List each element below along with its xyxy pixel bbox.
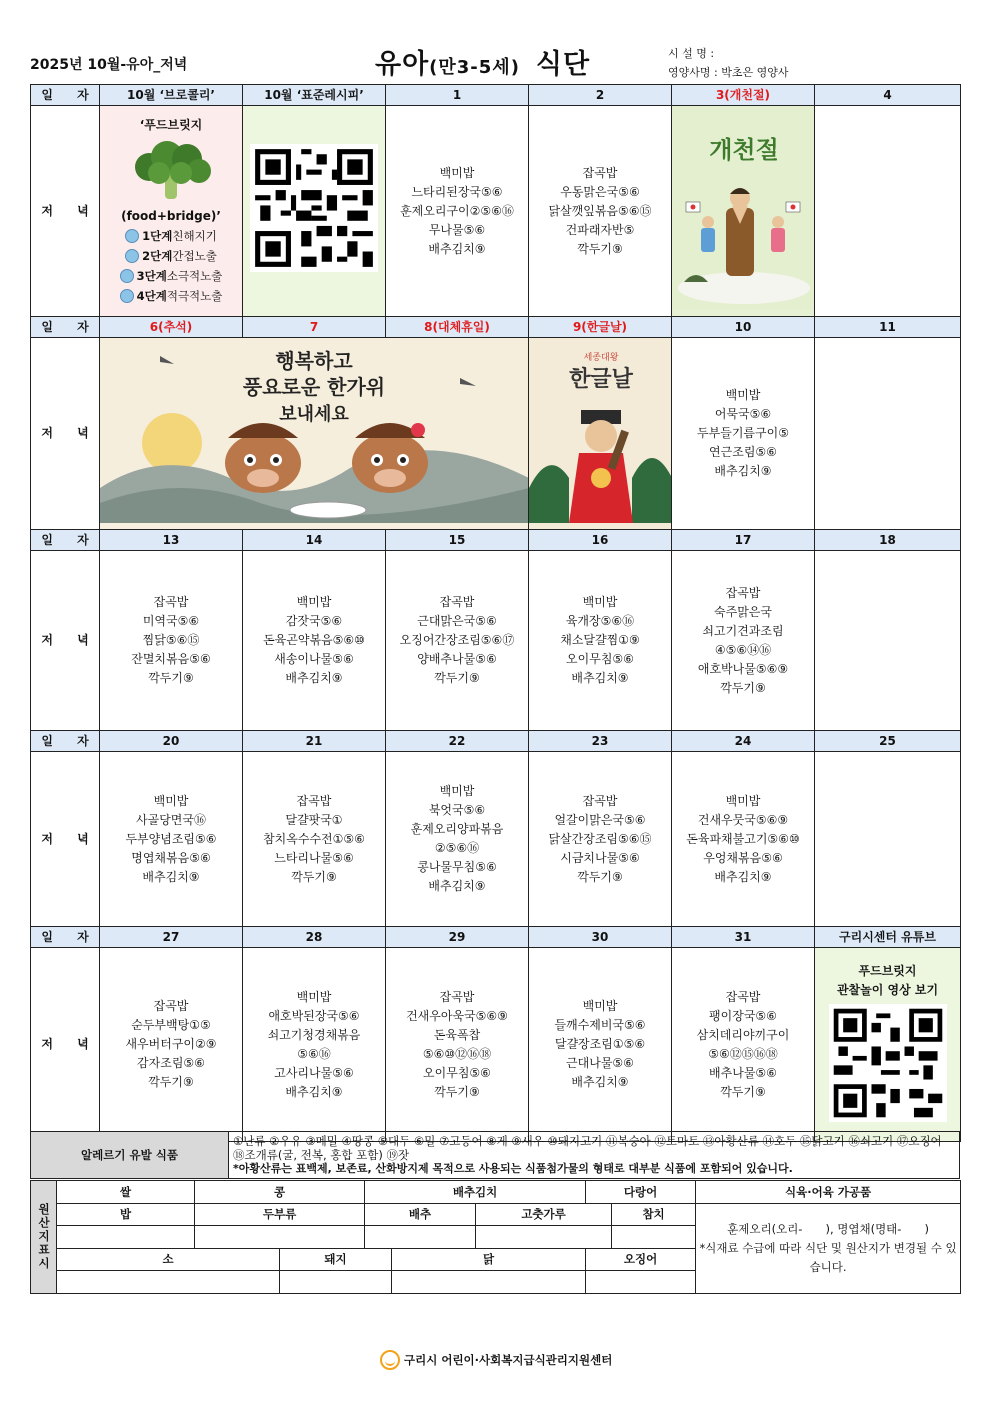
menu-item: 배추김치⑨ <box>714 869 772 884</box>
rainbow-icon <box>120 289 134 303</box>
menu-item: ⑤⑥⑯ <box>297 1046 331 1061</box>
day-header: 31 <box>672 927 815 948</box>
menu-item: 백미밥 <box>439 784 475 798</box>
rainbow-icon <box>125 229 139 243</box>
origin-notice: *식재료 수급에 따라 식단 및 원산지가 변경될 수 있습니다. <box>699 1240 957 1274</box>
allergy-label: 알레르기 유발 식품 <box>31 1132 229 1179</box>
menu-cell <box>672 948 815 1142</box>
day-label: 일 자 <box>31 530 100 551</box>
menu-cell <box>100 948 243 1142</box>
allergy-table <box>30 1131 960 1179</box>
origin-table <box>30 1180 961 1294</box>
menu-item: 닭살간장조림⑤⑥⑮ <box>548 831 652 846</box>
menu-item: 백미밥 <box>582 595 618 609</box>
menu-row <box>31 106 961 317</box>
origin-value <box>586 1271 696 1294</box>
processed-info <box>696 1203 961 1293</box>
day-header: 2 <box>529 85 672 106</box>
menu-item: 찜닭⑤⑥⑮ <box>142 633 200 647</box>
menu-item: 배추김치⑨ <box>285 671 343 685</box>
rainbow-icon <box>120 269 134 283</box>
menu-item: ②⑤⑥⑯ <box>434 841 480 855</box>
origin-value <box>195 1226 365 1249</box>
menu-item: ⑤⑥⑫⑮⑯⑱ <box>708 1046 778 1061</box>
menu-item: 두부양념조림⑤⑥ <box>125 831 217 846</box>
dinner-label: 저 녁 <box>31 752 100 927</box>
menu-cell <box>386 106 529 317</box>
menu-cell <box>529 948 672 1142</box>
menu-item: 깍두기⑨ <box>720 680 766 695</box>
origin-value <box>365 1226 476 1249</box>
menu-item: 고사리나물⑤⑥ <box>274 1065 354 1080</box>
day-header: 7 <box>243 317 386 338</box>
day-header: 1 <box>386 85 529 106</box>
food-bridge-step: 4단계 적극적노출 <box>100 286 242 306</box>
menu-item: 백미밥 <box>439 165 475 180</box>
origin-value <box>612 1226 696 1249</box>
day-header: 8(대체휴일) <box>386 317 529 338</box>
menu-cell <box>529 752 672 927</box>
menu-item: 참치옥수수전①⑤⑥ <box>263 831 365 846</box>
menu-item: 달걀장조림①⑤⑥ <box>554 1037 646 1051</box>
menu-cell <box>386 948 529 1142</box>
menu-item: 팽이장국⑤⑥ <box>709 1008 777 1023</box>
menu-item: 건파래자반⑤ <box>565 222 635 237</box>
menu-item: 깍두기⑨ <box>291 869 337 884</box>
origin-value <box>476 1226 612 1249</box>
menu-cell <box>243 752 386 927</box>
recipe-qr-cell[interactable] <box>243 106 386 317</box>
allergy-items: ①난류 ②우유 ③메밀 ④땅콩 ⑤대두 ⑥밀 ⑦고등어 ⑧게 ⑨새우 ⑩돼지고기 ⑪복숭아 ⑫토마토 ⑬아황산류 ⑭호두 ⑮닭고기 ⑯쇠고기 ⑰오징어 ⑱조개류(굴, 전복, 홍합 포함) ⑲잣 <box>233 1134 942 1162</box>
menu-item: 새송이나물⑤⑥ <box>274 652 354 666</box>
title-main: 유아 <box>375 49 430 80</box>
day-header: 30 <box>529 927 672 948</box>
menu-item: 백미밥 <box>582 999 618 1013</box>
day-header: 15 <box>386 530 529 551</box>
menu-cell-empty <box>815 551 961 731</box>
menu-cell <box>243 948 386 1142</box>
menu-cell <box>386 551 529 731</box>
menu-item: 건새우뭇국⑤⑥⑨ <box>697 812 789 827</box>
menu-item: 깍두기⑨ <box>434 671 480 685</box>
day-label: 일 자 <box>31 731 100 752</box>
rainbow-icon <box>125 249 139 263</box>
facility-info <box>668 44 788 82</box>
menu-item: 북엇국⑤⑥ <box>428 803 486 817</box>
dinner-label: 저 녁 <box>31 338 100 530</box>
food-bridge-step: 2단계 간접노출 <box>100 246 242 266</box>
menu-cell <box>386 752 529 927</box>
footer <box>380 1350 612 1370</box>
menu-item: 미역국⑤⑥ <box>142 614 200 628</box>
menu-item: 두부들기름구이⑤ <box>697 426 789 440</box>
menu-item: 근대맑은국⑤⑥ <box>417 614 497 628</box>
dinner-label: 저 녁 <box>31 551 100 731</box>
origin-header: 콩 <box>195 1181 365 1204</box>
menu-item: 배추나물⑤⑥ <box>709 1065 777 1080</box>
origin-value <box>280 1271 392 1294</box>
day-label: 일 자 <box>31 927 100 948</box>
day-header: 10월 ‘표준레시피’ <box>243 85 386 106</box>
day-header: 28 <box>243 927 386 948</box>
origin-header: 참치 <box>612 1203 696 1226</box>
menu-item: 잡곡밥 <box>153 999 189 1013</box>
origin-value <box>57 1271 280 1294</box>
food-bridge-subtitle: (food+bridge)’ <box>121 209 221 223</box>
day-header: 27 <box>100 927 243 948</box>
menu-item: 잡곡밥 <box>582 165 618 180</box>
day-header: 24 <box>672 731 815 752</box>
processed-header: 식육·어육 가공품 <box>696 1181 961 1204</box>
menu-item: 백미밥 <box>296 595 332 609</box>
menu-item: 잡곡밥 <box>439 989 475 1004</box>
broccoli-image <box>123 139 219 201</box>
menu-item: 배추김치⑨ <box>714 464 772 478</box>
day-header: 14 <box>243 530 386 551</box>
menu-cell <box>529 551 672 731</box>
menu-item: 사골당면국⑯ <box>136 812 206 827</box>
menu-item: ⑤⑥⑩⑫⑯⑱ <box>422 1046 492 1061</box>
hangul-day-image <box>529 338 672 530</box>
menu-item: 깍두기⑨ <box>577 241 623 256</box>
menu-row <box>31 948 961 1142</box>
food-bridge-step: 3단계 소극적노출 <box>100 266 242 286</box>
food-bridge-step: 1단계 친해지기 <box>100 226 242 246</box>
origin-header: 쌀 <box>57 1181 195 1204</box>
qr-code-icon[interactable] <box>829 1004 947 1122</box>
title-sub: (만3-5세) <box>429 57 520 78</box>
processed-line: 훈제오리(오리- ), 명엽채(명태- ) <box>727 1221 929 1236</box>
day-header: 20 <box>100 731 243 752</box>
day-header: 23 <box>529 731 672 752</box>
menu-row <box>31 338 961 530</box>
menu-item: 순두부백탕①⑤ <box>131 1018 211 1032</box>
day-row <box>31 927 961 948</box>
dinner-label: 저 녁 <box>31 106 100 317</box>
menu-item: 잡곡밥 <box>725 989 761 1004</box>
dietitian-label: 영양사명 : 박초은 영양사 <box>668 66 789 79</box>
menu-item: 쇠고기견과조림 <box>702 623 784 638</box>
menu-item: 백미밥 <box>725 793 761 808</box>
menu-item: 채소달걀찜①⑨ <box>560 633 640 647</box>
menu-cell-empty <box>815 106 961 317</box>
menu-item: ④⑤⑥⑭⑯ <box>714 642 772 657</box>
menu-item: 애호박나물⑤⑥⑨ <box>697 661 789 676</box>
menu-item: 감자조림⑤⑥ <box>137 1056 205 1070</box>
day-header: 9(한글날) <box>529 317 672 338</box>
day-row <box>31 317 961 338</box>
menu-item: 잡곡밥 <box>439 595 475 609</box>
day-header: 10월 ‘브로콜리’ <box>100 85 243 106</box>
menu-item: 배추김치⑨ <box>428 879 486 893</box>
svg-text:행복하고: 행복하고 <box>275 349 353 373</box>
day-row <box>31 530 961 551</box>
menu-item: 훈제오리양파볶음 <box>410 822 504 836</box>
menu-cell-empty <box>815 752 961 927</box>
menu-item: 백미밥 <box>725 388 761 402</box>
svg-text:한글날: 한글날 <box>569 367 633 392</box>
day-header: 17 <box>672 530 815 551</box>
menu-cell <box>672 551 815 731</box>
day-header: 18 <box>815 530 961 551</box>
menu-item: 오이무침⑤⑥ <box>566 652 634 666</box>
menu-item: 깍두기⑨ <box>434 1084 480 1099</box>
menu-item: 배추김치⑨ <box>285 1084 343 1099</box>
menu-item: 깍두기⑨ <box>720 1084 766 1099</box>
allergy-list <box>229 1132 960 1179</box>
day-label: 일 자 <box>31 85 100 106</box>
doc-label: 2025년 10월-유아_저녁 <box>30 57 188 73</box>
menu-item: 육개장⑤⑥⑯ <box>565 614 635 628</box>
menu-item: 깍두기⑨ <box>148 671 194 685</box>
menu-item: 잡곡밥 <box>296 793 332 808</box>
day-header: 22 <box>386 731 529 752</box>
day-header: 25 <box>815 731 961 752</box>
menu-item: 연근조림⑤⑥ <box>709 445 777 459</box>
menu-item: 감잣국⑤⑥ <box>285 614 343 628</box>
page-header <box>30 40 960 84</box>
menu-item: 배추김치⑨ <box>142 869 200 884</box>
origin-value <box>57 1226 195 1249</box>
svg-text:풍요로운 한가위: 풍요로운 한가위 <box>242 375 386 399</box>
menu-cell <box>100 551 243 731</box>
origin-header: 두부류 <box>195 1203 365 1226</box>
menu-item: 백미밥 <box>153 793 189 808</box>
svg-text:개천절: 개천절 <box>709 136 779 164</box>
origin-header: 다랑어 <box>586 1181 696 1204</box>
origin-header: 밥 <box>57 1203 195 1226</box>
day-header: 구리시센터 유튜브 <box>815 927 961 948</box>
food-bridge-title: ‘푸드브릿지 <box>139 118 203 132</box>
menu-item: 배추김치⑨ <box>428 241 486 256</box>
origin-header: 고춧가루 <box>476 1203 612 1226</box>
menu-item: 새우버터구이②⑨ <box>125 1037 217 1051</box>
day-header: 11 <box>815 317 961 338</box>
day-header: 6(추석) <box>100 317 243 338</box>
allergy-note: *아황산류는 표백제, 보존료, 산화방지제 목적으로 사용되는 식품첨가물의 형태로 대부분 식품에 포함되어 있습니다. <box>233 1162 793 1175</box>
origin-header: 오징어 <box>586 1248 696 1271</box>
menu-item: 명엽채볶음⑤⑥ <box>131 850 211 865</box>
youtube-cell[interactable] <box>815 948 961 1142</box>
menu-cell <box>243 551 386 731</box>
menu-item: 깍두기⑨ <box>577 869 623 884</box>
menu-item: 깍두기⑨ <box>148 1075 194 1089</box>
day-row <box>31 731 961 752</box>
day-header: 21 <box>243 731 386 752</box>
origin-header: 소 <box>57 1248 280 1271</box>
menu-item: 우동맑은국⑤⑥ <box>560 184 640 199</box>
menu-item: 돈육파채불고기⑤⑥⑩ <box>686 831 800 846</box>
day-header: 16 <box>529 530 672 551</box>
day-row <box>31 85 961 106</box>
qr-code-icon[interactable] <box>250 144 378 272</box>
menu-item: 어묵국⑤⑥ <box>714 407 772 421</box>
menu-item: 시금치나물⑤⑥ <box>560 850 640 865</box>
menu-item: 잡곡밥 <box>725 585 761 600</box>
menu-item: 숙주맑은국 <box>714 604 772 619</box>
facility-label: 시 설 명 : <box>668 47 715 60</box>
title-end: 식단 <box>535 49 591 80</box>
menu-item: 애호박된장국⑤⑥ <box>268 1008 360 1023</box>
menu-item: 배추김치⑨ <box>571 671 629 685</box>
menu-item: 느타리나물⑤⑥ <box>274 850 354 865</box>
menu-item: 오징어간장조림⑤⑥⑰ <box>399 633 515 647</box>
youtube-line1: 푸드브릿지 <box>858 963 917 978</box>
menu-item: 양배추나물⑤⑥ <box>417 652 497 666</box>
menu-item: 닭살깻잎볶음⑤⑥⑮ <box>548 203 652 218</box>
origin-header: 닭 <box>392 1248 586 1271</box>
menu-item: 느타리된장국⑤⑥ <box>411 184 503 199</box>
dinner-label: 저 녁 <box>31 948 100 1142</box>
gaecheonjeol-image <box>672 106 815 317</box>
menu-item: 돈육폭찹 <box>433 1027 481 1042</box>
menu-item: 건새우아욱국⑤⑥⑨ <box>406 1008 508 1023</box>
menu-item: 돈육곤약볶음⑤⑥⑩ <box>263 633 365 647</box>
food-bridge-cell <box>100 106 243 317</box>
menu-item: 잔멸치볶음⑤⑥ <box>131 652 211 666</box>
menu-cell <box>672 752 815 927</box>
menu-calendar <box>30 84 961 1142</box>
day-header: 3(개천절) <box>672 85 815 106</box>
menu-item: 삼치데리야끼구이 <box>696 1027 790 1042</box>
menu-item: 쇠고기청경채볶음 <box>267 1027 361 1042</box>
menu-cell <box>529 106 672 317</box>
menu-item: 배추김치⑨ <box>571 1075 629 1089</box>
menu-item: 백미밥 <box>296 989 332 1004</box>
menu-item: 잡곡밥 <box>582 793 618 808</box>
menu-item: 근대나물⑤⑥ <box>566 1056 634 1070</box>
origin-header: 돼지 <box>280 1248 392 1271</box>
menu-row <box>31 551 961 731</box>
origin-header: 배추김치 <box>365 1181 586 1204</box>
menu-item: 달걀팟국① <box>285 812 343 827</box>
menu-item: 오이무침⑤⑥ <box>423 1065 491 1080</box>
day-label: 일 자 <box>31 317 100 338</box>
day-header: 29 <box>386 927 529 948</box>
menu-cell <box>672 338 815 530</box>
svg-text:보내세요: 보내세요 <box>279 404 349 425</box>
menu-item: 잡곡밥 <box>153 595 189 609</box>
smile-logo-icon <box>380 1350 400 1370</box>
origin-label: 원산지표시 <box>31 1181 57 1294</box>
menu-item: 들깨수제비국⑤⑥ <box>554 1018 646 1032</box>
menu-cell <box>100 752 243 927</box>
menu-item: 콩나물무침⑤⑥ <box>417 860 497 874</box>
chuseok-image <box>100 338 529 530</box>
day-header: 13 <box>100 530 243 551</box>
menu-item: 우엉채볶음⑤⑥ <box>703 850 783 865</box>
menu-row <box>31 752 961 927</box>
origin-header: 배추 <box>365 1203 476 1226</box>
svg-text:세종대왕: 세종대왕 <box>583 353 619 363</box>
menu-item: 무나물⑤⑥ <box>428 222 486 237</box>
menu-cell-empty <box>815 338 961 530</box>
menu-item: 훈제오리구이②⑤⑥⑯ <box>400 203 514 218</box>
menu-item: 얼갈이맑은국⑤⑥ <box>554 812 646 827</box>
day-header: 10 <box>672 317 815 338</box>
page-title <box>375 42 590 81</box>
day-header: 4 <box>815 85 961 106</box>
youtube-line2: 관찰놀이 영상 보기 <box>836 982 939 997</box>
footer-org: 구리시 어린이·사회복지급식관리지원센터 <box>404 1353 613 1367</box>
origin-value <box>392 1271 586 1294</box>
